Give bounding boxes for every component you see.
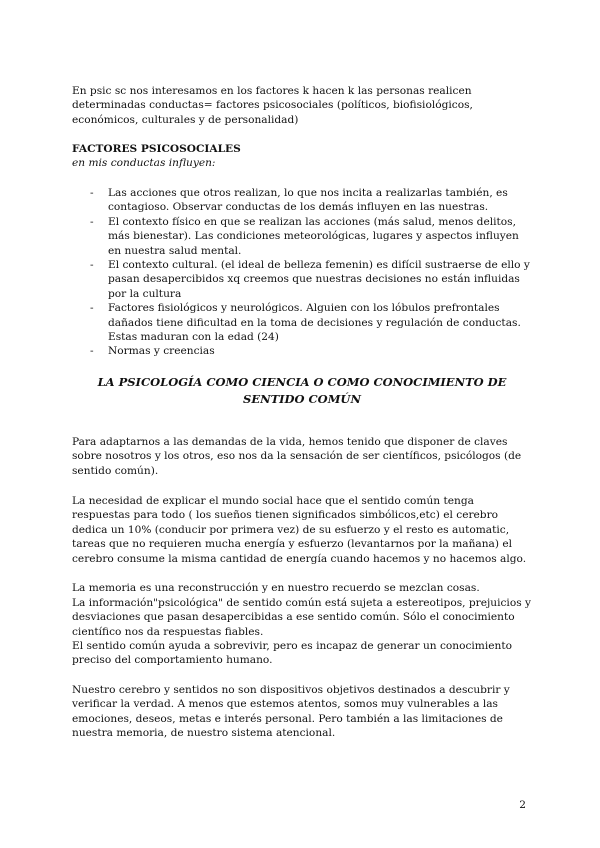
dash-bullet: - xyxy=(90,302,94,315)
dash-bullet: - xyxy=(90,215,94,228)
section-subheading: en mis conductas influyen: xyxy=(72,157,216,169)
list-item: - El contexto cultural. (el ideal de belleza femenin) es difícil sustraerse de ello y pasan desapercibidos xq creemos que nuestras decisiones no están influidas por la cultura xyxy=(90,259,530,300)
paragraph-3a: La memoria es una reconstrucción y en nuestro recuerdo se mezclan cosas. xyxy=(72,582,480,594)
paragraph-1: Para adaptarnos a las demandas de la vida, hemos tenido que disponer de claves sobre nosotros y los otros, eso nos da la sensación de ser científicos, psicólogos (de sentido común). xyxy=(72,436,522,477)
intro-paragraph: En psic sc nos interesamos en los factores k hacen k las personas realicen determinadas conductas= factores psicosociales (políticos, biofisiológicos, económicos, culturales y de personalidad) xyxy=(72,85,473,126)
list-item: - Las acciones que otros realizan, lo que nos incita a realizarlas también, es contagioso. Observar conductas de los demás influyen en las nuestras. xyxy=(90,187,508,214)
section-heading: FACTORES PSICOSOCIALES xyxy=(72,143,241,155)
dash-bullet: - xyxy=(90,187,94,199)
paragraph-4: Nuestro cerebro y sentidos no son dispositivos objetivos destinados a descubrir y verificar la verdad. A menos que estemos atentos, somos muy vulnerables a las emociones, deseos, metas e interés personal. Pero también a las limitaciones de nuestra memoria, de nuestro sistema atencional. xyxy=(72,684,510,740)
section-title: LA PSICOLOGÍA COMO CIENCIA O COMO CONOCIMIENTO DE SENTIDO COMÚN xyxy=(97,375,507,406)
list-item: - El contexto físico en que se realizan las acciones (más salud, menos delitos, más bienestar). Las condiciones meteorológicas, lugares y aspectos influyen en nuestra salud mental. xyxy=(90,215,519,257)
paragraph-3c: El sentido común ayuda a sobrevivir, pero es incapaz de generar un conocimiento preciso del comportamiento humano. xyxy=(72,640,512,667)
paragraph-3b: La información"psicológica" de sentido común está sujeta a estereotipos, prejuicios y desviaciones que pasan desapercibidas a ese sentido común. Sólo el conocimiento científico nos da respuestas fiables. xyxy=(72,597,531,638)
dash-bullet: - xyxy=(90,345,94,358)
page-number: 2 xyxy=(519,799,526,811)
factor-list xyxy=(72,186,532,359)
list-item: - Factores fisiológicos y neurológicos. Alguien con los lóbulos prefrontales dañados tiene dificultad en la toma de decisiones y regulación de conductas. Estas maduran con la edad (24) xyxy=(90,302,521,344)
dash-bullet: - xyxy=(90,259,94,272)
list-item: - Normas y creencias xyxy=(90,345,215,358)
paragraph-2: La necesidad de explicar el mundo social hace que el sentido común tenga respuestas para todo ( los sueños tienen significados simbólicos,etc) el cerebro dedica un 10% (conducir por primera vez) de su esfuerzo y el resto es automatic, tareas que no requieren mucha energía y esfuerzo (levantarnos por la mañana) el cerebro consume la misma cantidad de energía cuando hacemos y no hacemos algo. xyxy=(72,495,527,565)
